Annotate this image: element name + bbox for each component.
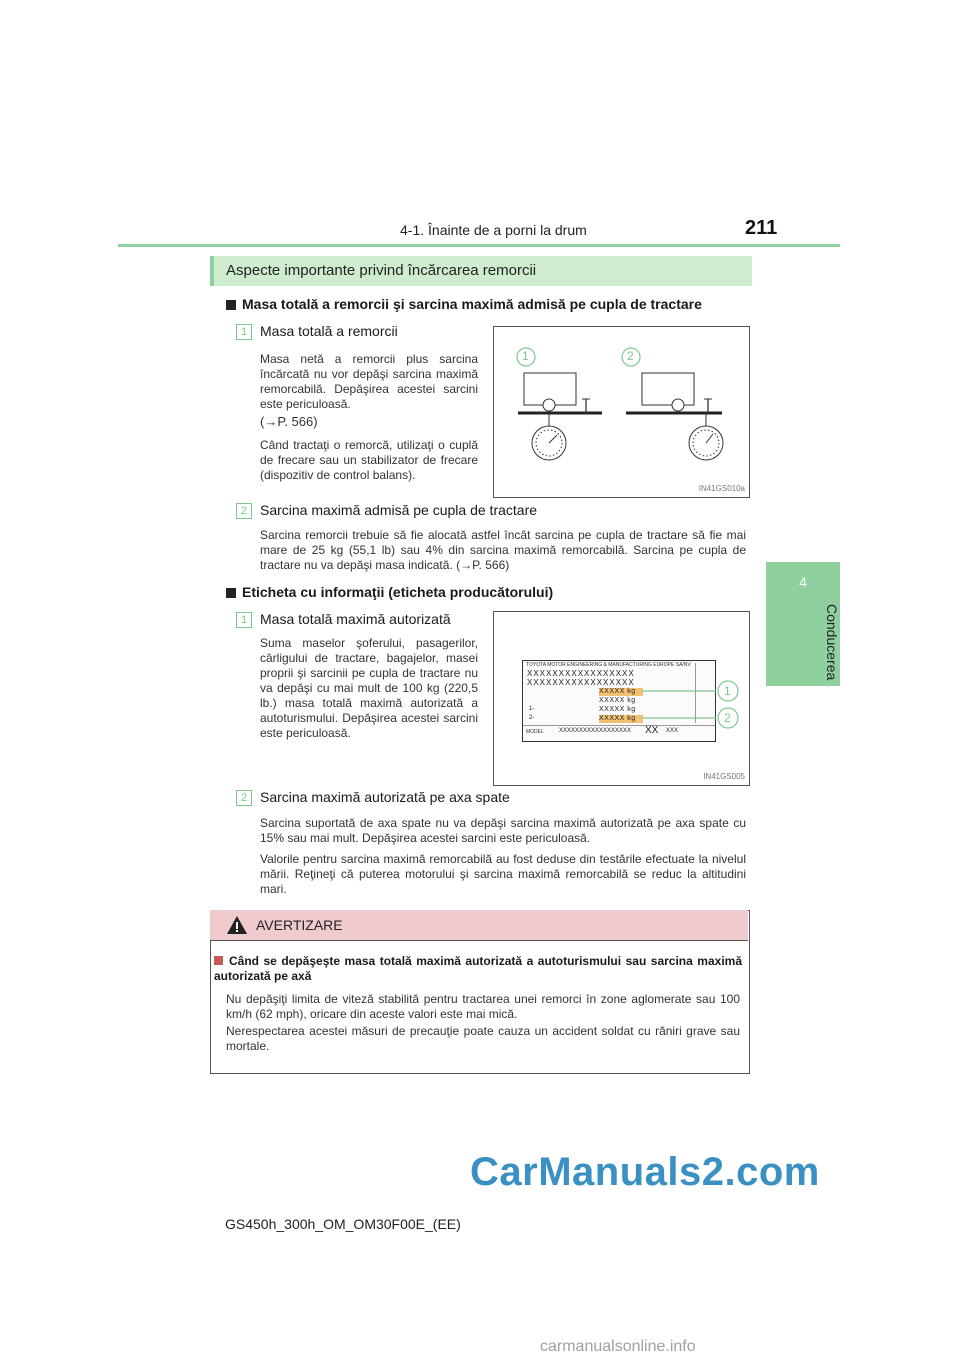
plate-value: XXXXX kg — [599, 697, 636, 704]
plate-rear-axle-mass: XXXXX kg — [599, 715, 643, 723]
callout-leader-lines — [494, 612, 749, 785]
chapter-number: 4 — [799, 574, 807, 590]
manufacturer-plate-figure — [493, 611, 750, 786]
item-body: Sarcina suportată de axa spate nu va depăşi sarcina maximă autorizată pe axa spate cu 15% sau mai mult. Depăşirea acestei sarcini este periculoasă. — [260, 816, 746, 845]
part1-heading: Masa totală a remorcii şi sarcina maximă admisă pe cupla de tractare — [226, 296, 746, 312]
item-number-badge: 1 — [236, 324, 252, 340]
item-body: Când tractaţi o remorcă, utilizaţi o cuplă de frecare sau un stabilizator de frecare (dispozitiv de control balans). — [260, 438, 478, 482]
item-title: Masa totală maximă autorizată — [260, 611, 451, 627]
watermark-text: carmanualsonline.info — [540, 1338, 696, 1355]
page-footer: GS450h_300h_OM_OM30F00E_(EE) — [225, 1216, 461, 1232]
plate-row: XXXXXXXXXXXXXXXXX — [527, 678, 635, 687]
plate-model-label: MODEL — [526, 729, 544, 735]
square-bullet-icon — [226, 588, 236, 598]
figure-callout: 2 — [627, 349, 634, 363]
page-number: 211 — [745, 217, 778, 239]
watermark-logo: CarManuals2.com — [470, 1150, 820, 1194]
chapter-title: Conducerea — [824, 604, 840, 681]
warning-triangle-icon — [226, 914, 248, 936]
square-bullet-icon — [226, 300, 236, 310]
figure-code: IN41GS010a — [698, 484, 745, 493]
warning-body: Nerespectarea acestei măsuri de precauţie poate cauza un accident soldat cu răniri grave sau mortale. — [226, 1024, 740, 1053]
figure-code: IN41GS005 — [703, 772, 745, 781]
header-section-title: 4-1. Înainte de a porni la drum — [400, 222, 587, 238]
item-number-badge: 1 — [236, 612, 252, 628]
item-title: Sarcina maximă autorizată pe axa spate — [260, 789, 510, 805]
plate-row: XXXXXXXXXXXXXXXXX — [527, 669, 635, 678]
plate-value: XXXXX kg — [599, 706, 636, 713]
page-reference: (→P. 566) — [260, 414, 318, 429]
item-body: Masa netă a remorcii plus sarcina încărcată nu vor depăşi sarcina maximă remorcabilă. Depăşirea acestei sarcini este periculoasă. — [260, 352, 478, 411]
figure-callout: 2 — [724, 711, 731, 725]
plate-model-xxx: XXX — [666, 728, 679, 734]
warning-subheading: Când se depăşeşte masa totală maximă autorizată a autoturismului sau sarcina maximă autorizată pe axă — [214, 954, 742, 983]
plate-model-value: XXXXXXXXXXXXXXXXXX — [559, 728, 632, 734]
plate-total-mass: XXXXX kg — [599, 688, 643, 696]
trailer-scale-illustration — [494, 327, 749, 497]
plate-axle-label: 1- — [529, 706, 535, 712]
warning-title: AVERTIZARE — [256, 917, 343, 933]
item-title: Masa totală a remorcii — [260, 323, 398, 339]
section-heading-box — [210, 256, 752, 286]
item-body: Suma maselor şoferului, pasagerilor, cârligului de tractare, bagajelor, masei proprii şi sarcinii pe cupla de tractare nu va depăşi cu mai mult de 100 kg (220,5 lb.) masa totală maximă autorizată a autoturismului. Depăşirea acestei sarcini este periculoasă. — [260, 636, 478, 740]
trailer-weight-figure — [493, 326, 750, 498]
item-body: Valorile pentru sarcina maximă remorcabilă au fost deduse din testările efectuate la nivelul mării. Reţineţi că puterea motorului şi sarcina maximă remorcabilă se reduc la altitudini mari. — [260, 852, 746, 896]
header-rule — [118, 244, 840, 247]
figure-callout: 1 — [522, 349, 529, 363]
item-body: Sarcina remorcii trebuie să fie alocată astfel încât sarcina pe cupla de tractare să fie mai mare de 25 kg (55,1 lb) sau 4% din sarcina maximă remorcabilă. Sarcina pe cupla de tractare nu va depăşi masa indicată. (→P. 566) — [260, 528, 746, 572]
plate-axle-label: 2- — [529, 715, 535, 721]
part2-heading: Eticheta cu informaţii (eticheta producătorului) — [226, 584, 746, 600]
section-heading: Aspecte importante privind încărcarea remorcii — [226, 262, 537, 279]
item-number-badge: 2 — [236, 790, 252, 806]
plate-model-xx: XX — [645, 725, 659, 736]
item-title: Sarcina maximă admisă pe cupla de tractare — [260, 502, 538, 518]
item-number-badge: 2 — [236, 503, 252, 519]
warning-body: Nu depăşiţi limita de viteză stabilită pentru tractarea unei remorci în zone aglomerate sau 100 km/h (62 mph), oricare din aceste valori este mai mică. — [226, 992, 740, 1021]
plate-title: TOYOTA MOTOR ENGINEERING & MANUFACTURING EUROPE SA/NV — [526, 662, 691, 668]
square-bullet-icon — [214, 956, 223, 965]
figure-callout: 1 — [724, 684, 731, 698]
